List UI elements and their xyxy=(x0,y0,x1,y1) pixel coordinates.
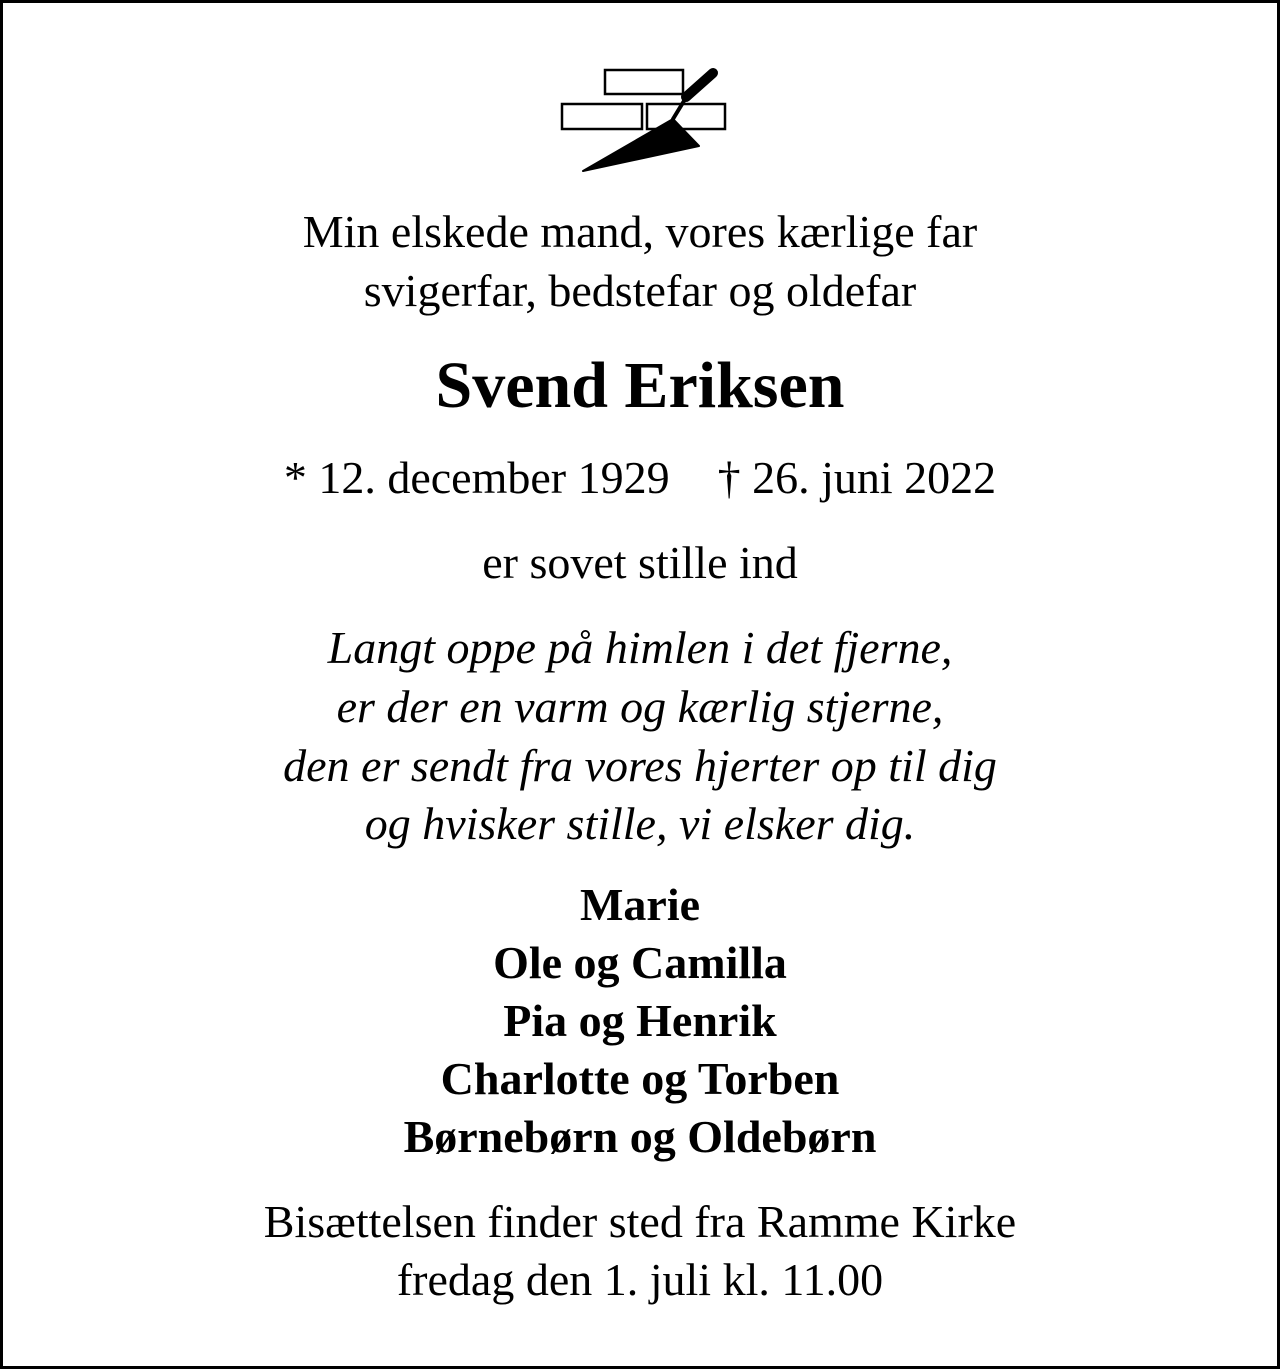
intro-line-2: svigerfar, bedstefar og oldefar xyxy=(363,265,917,316)
family-member: Ole og Camilla xyxy=(493,937,787,988)
death-symbol: † xyxy=(717,452,741,503)
verse-line: Langt oppe på himlen i det fjerne, xyxy=(327,622,953,673)
service-line-2: fredag den 1. juli kl. 11.00 xyxy=(396,1254,884,1305)
family-member: Charlotte og Torben xyxy=(440,1053,840,1104)
verse-line: og hvisker stille, vi elsker dig. xyxy=(364,798,916,849)
intro-line-1: Min elskede mand, vores kærlige far xyxy=(302,206,978,257)
verse-line: er der en varm og kærlig stjerne, xyxy=(336,681,944,732)
service-line-1: Bisættelsen finder sted fra Ramme Kirke xyxy=(263,1196,1017,1247)
death-date: 26. juni 2022 xyxy=(752,452,997,503)
life-dates xyxy=(3,452,1277,503)
family-member: Pia og Henrik xyxy=(503,995,777,1046)
verse-line: den er sendt fra vores hjerter op til dig xyxy=(283,740,997,791)
family-member: Børnebørn og Oldebørn xyxy=(403,1111,877,1162)
birth-symbol: * xyxy=(283,452,307,503)
trowel-and-bricks-icon xyxy=(553,61,733,179)
birth-date: 12. december 1929 xyxy=(318,452,670,503)
deceased-name: Svend Eriksen xyxy=(435,349,845,422)
subtitle: er sovet stille ind xyxy=(482,537,798,588)
family-member: Marie xyxy=(579,879,701,930)
